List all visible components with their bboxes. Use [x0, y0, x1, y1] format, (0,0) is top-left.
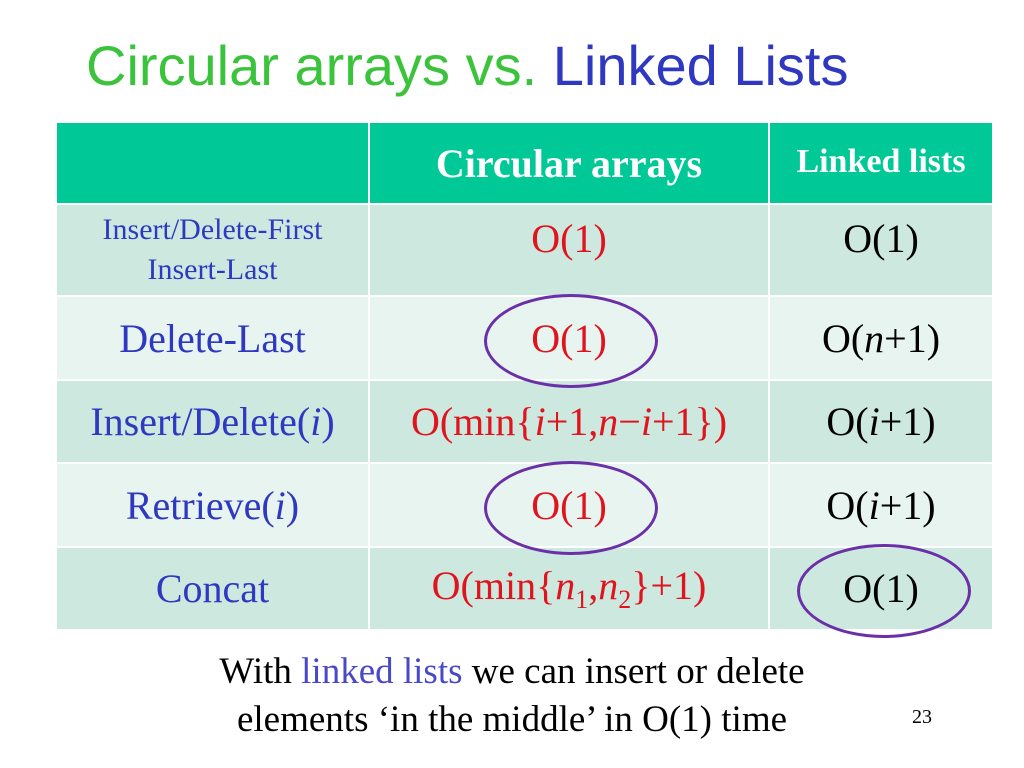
- operation-cell: Concat: [57, 547, 369, 629]
- operation-label-line: Insert-Last: [147, 253, 278, 286]
- table-row: [57, 380, 992, 463]
- linked-complexity-cell: O(1): [769, 547, 992, 629]
- table-row: [57, 547, 992, 629]
- circular-complexity-cell: O(1): [369, 463, 769, 547]
- header-circular-arrays: Circular arrays: [369, 123, 769, 204]
- caption-line-2: elements ‘in the middle’ in O(1) time: [236, 699, 788, 740]
- circular-complexity-cell: O(1): [369, 204, 769, 296]
- circular-complexity-cell: $O(\min\{n_1,n_2\}+1)$: [369, 547, 769, 629]
- table-row: [57, 204, 992, 296]
- circular-complexity-cell: O(min{i+1,n−i+1}): [369, 380, 769, 463]
- table-row: [57, 296, 992, 380]
- operation-cell: [57, 204, 369, 296]
- circular-complexity-cell: O(1): [369, 296, 769, 380]
- header-linked-lists: Linked lists: [769, 123, 992, 204]
- table-row: [57, 463, 992, 547]
- table-header-row: [57, 123, 992, 204]
- caption-line-1: With linked lists we can insert or delete: [219, 651, 805, 692]
- title-part-linked: Linked Lists: [552, 34, 849, 97]
- operation-cell: Delete-Last: [57, 296, 369, 380]
- linked-complexity-cell: O(n+1): [769, 296, 992, 380]
- operation-cell: Insert/Delete(i): [57, 380, 369, 463]
- linked-complexity-cell: O(i+1): [769, 463, 992, 547]
- caption-highlight: linked lists: [301, 651, 463, 692]
- slide-title: [86, 30, 848, 102]
- title-part-circular: Circular arrays vs.: [86, 34, 538, 97]
- caption-text: [0, 648, 1024, 744]
- page-number: 23: [912, 706, 932, 728]
- operation-label-line: Insert/Delete-First: [102, 213, 323, 246]
- comparison-table: [57, 123, 992, 629]
- linked-complexity-cell: O(1): [769, 204, 992, 296]
- header-empty-cell: [57, 123, 369, 204]
- linked-complexity-cell: O(i+1): [769, 380, 992, 463]
- operation-cell: Retrieve(i): [57, 463, 369, 547]
